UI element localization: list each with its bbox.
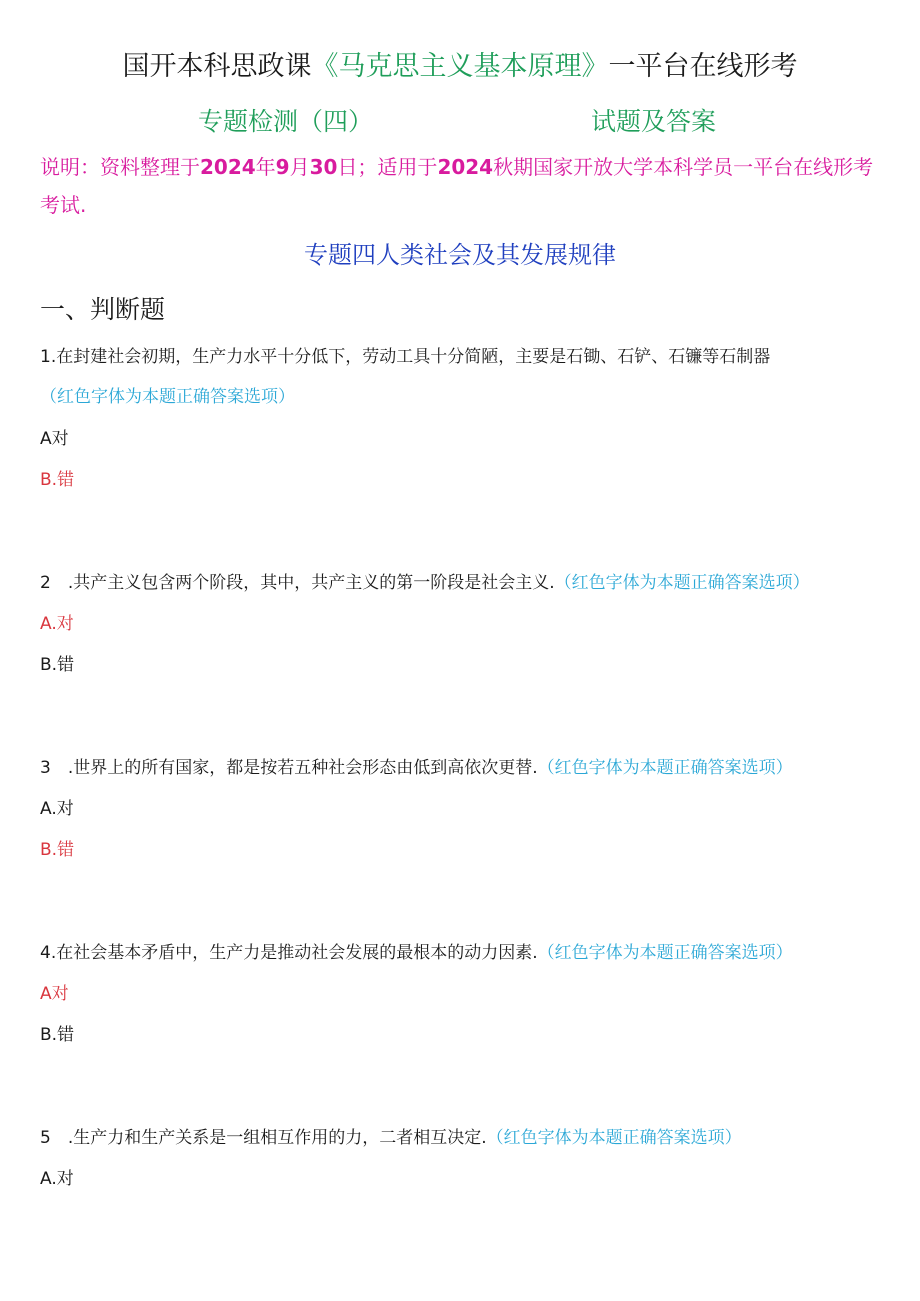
note-month: 9 [275, 155, 290, 179]
note-year: 2024 [200, 155, 256, 179]
question-5-hint: （红色字体为本题正确答案选项） [486, 1128, 742, 1148]
question-3-option-a: A.对 [40, 799, 74, 819]
question-5-text: 5 .生产力和生产关系是一组相互作用的力，二者相互决定. [40, 1128, 487, 1148]
note-day: 30 [309, 155, 338, 179]
note-text: 说明：资料整理于 [40, 155, 200, 179]
question-1-text: 1.在封建社会初期，生产力水平十分低下，劳动工具十分简陋，主要是石锄、石铲、石镰等石制器 [40, 347, 771, 367]
question-4-option-a: A对 [40, 984, 69, 1004]
question-1-option-a: A对 [40, 429, 69, 449]
question-2 [40, 568, 810, 593]
note-text: 月 [289, 155, 310, 179]
question-1-hint: （红色字体为本题正确答案选项） [40, 387, 295, 407]
question-3-hint: （红色字体为本题正确答案选项） [537, 758, 793, 778]
question-5-option-a: A.对 [40, 1169, 74, 1189]
note-year: 2024 [437, 155, 494, 179]
question-4-option-b: B.错 [40, 1025, 75, 1045]
section-title: 一、判断题 [40, 295, 166, 324]
document-title [0, 44, 920, 83]
title-suffix: 一平台在线形考 [608, 51, 798, 82]
question-4-text: 4.在社会基本矛盾中，生产力是推动社会发展的最根本的动力因素. [40, 943, 538, 963]
subtitle-right: 试题及答案 [591, 107, 717, 136]
question-3-text: 3 .世界上的所有国家，都是按若五种社会形态由低到高依次更替. [40, 758, 538, 778]
title-course: 《马克思主义基本原理》 [311, 51, 609, 82]
question-2-option-a: A.对 [40, 614, 74, 634]
question-3-option-b: B.错 [40, 840, 75, 860]
question-2-option-b: B.错 [40, 655, 75, 675]
question-3 [40, 753, 793, 778]
note-text: 秋期国家开放大学本科学员一平台在线形考考试. [40, 155, 874, 217]
question-2-text: 2 .共产主义包含两个阶段，其中，共产主义的第一阶段是社会主义. [40, 573, 555, 593]
question-5 [40, 1123, 742, 1148]
usage-note [40, 148, 885, 224]
title-prefix: 国开本科思政课 [122, 51, 312, 82]
question-2-hint: （红色字体为本题正确答案选项） [554, 573, 810, 593]
question-1-option-b: B.错 [40, 470, 75, 490]
topic-title: 专题四人类社会及其发展规律 [304, 241, 616, 269]
note-text: 日；适用于 [337, 155, 438, 179]
note-text: 年 [255, 155, 276, 179]
question-4 [40, 938, 793, 963]
subtitle-left: 专题检测（四） [198, 107, 374, 136]
question-4-hint: （红色字体为本题正确答案选项） [537, 943, 793, 963]
